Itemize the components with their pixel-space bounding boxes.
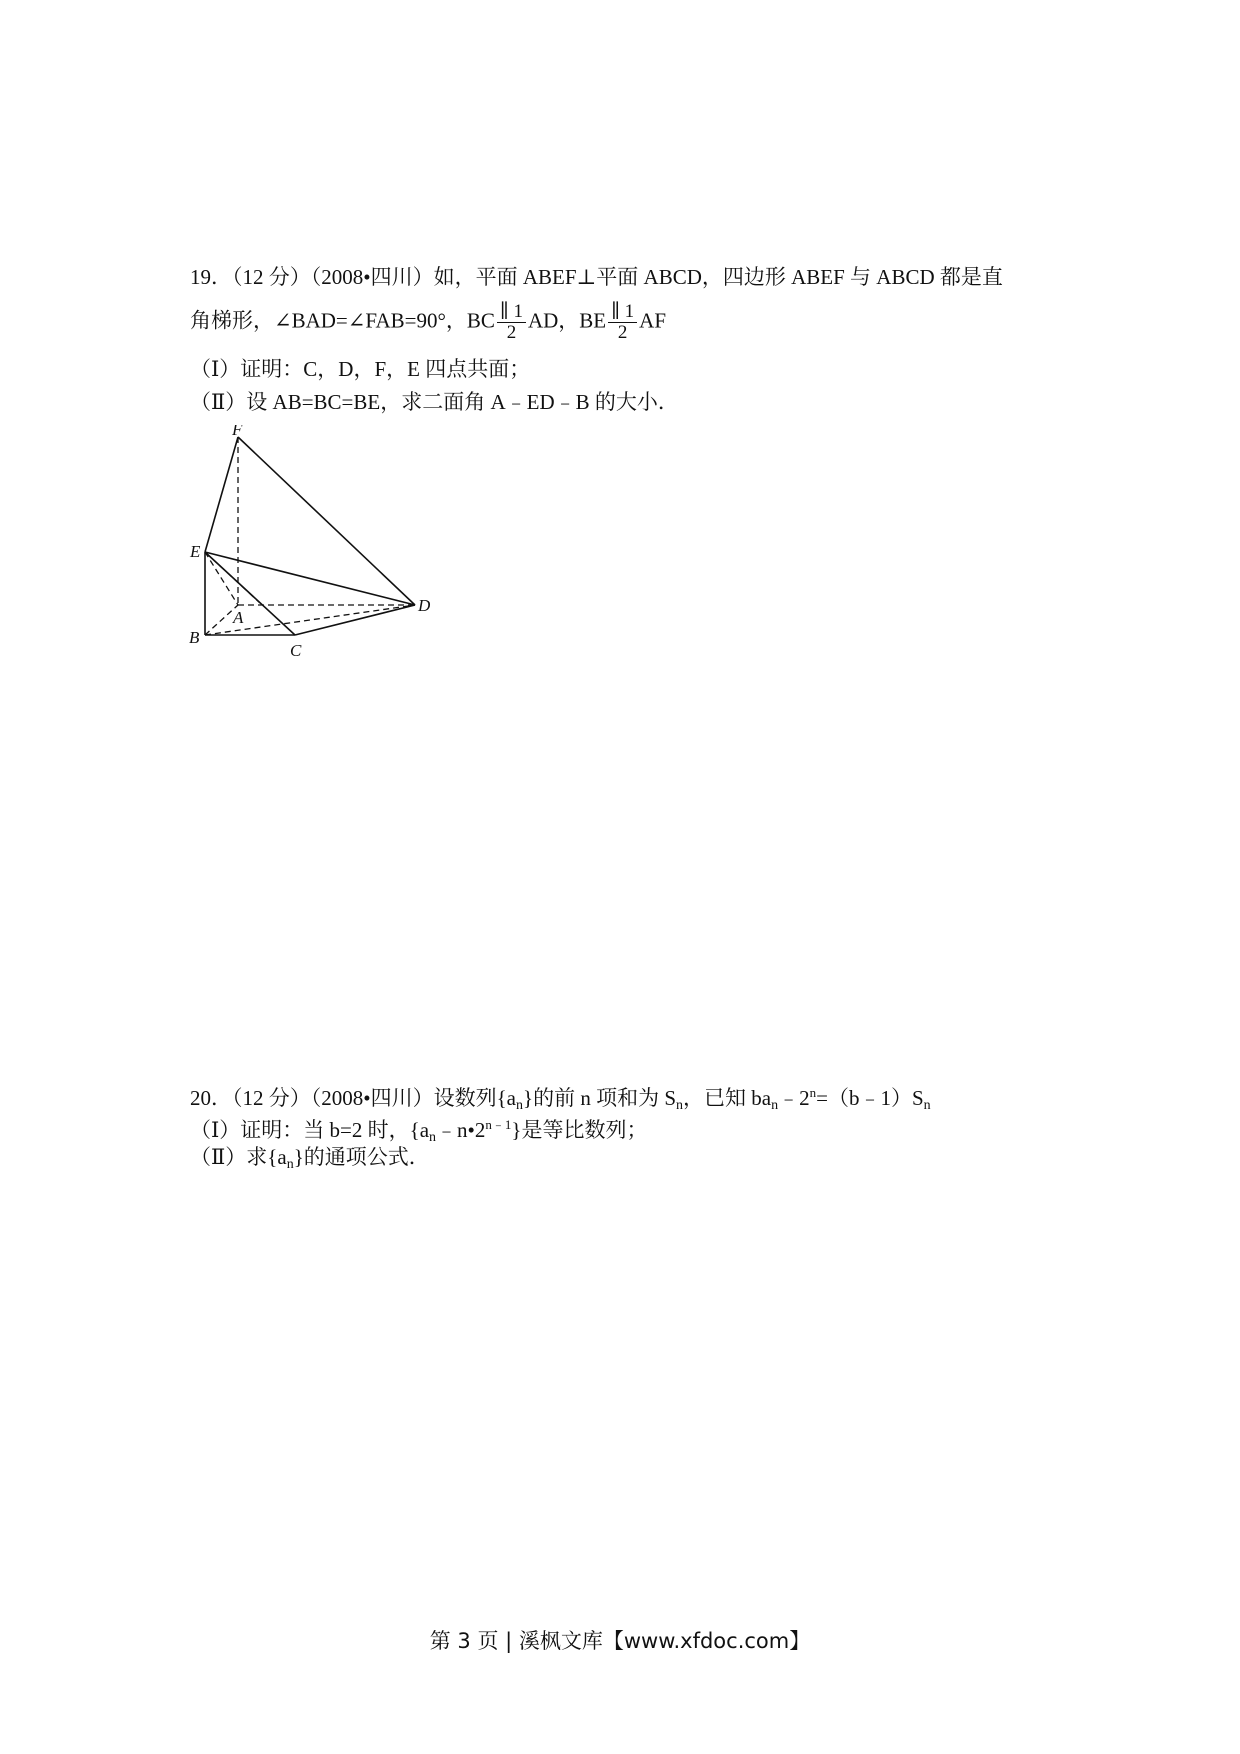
- geometry-figure: [185, 425, 445, 670]
- q20-l3-a: （Ⅱ）求{a: [190, 1145, 287, 1169]
- q19-line2-end: AF: [639, 308, 667, 333]
- q19-part1: （Ⅰ）证明：C，D，F，E 四点共面；: [190, 357, 531, 381]
- edge-ED: [205, 552, 415, 605]
- subscript: n: [676, 1098, 684, 1113]
- q19-line1: 19．（12 分）（2008•四川）如，平面 ABEF⊥平面 ABCD，四边形 ABEF 与 ABCD 都是直: [190, 265, 1003, 289]
- subscript: n: [516, 1098, 524, 1113]
- q20-l1-b: }的前 n 项和为 S: [523, 1086, 677, 1110]
- q19-part2: （Ⅱ）设 AB=BC=BE，求二面角 A﹣ED﹣B 的大小．: [190, 390, 679, 414]
- edge-FD: [238, 437, 415, 605]
- q20-l1-e: =（b﹣1）S: [816, 1086, 924, 1110]
- fraction-denominator: 2: [617, 322, 628, 343]
- q20-l2-c: }是等比数列；: [511, 1118, 648, 1142]
- fraction-half-1: [497, 302, 526, 343]
- label-F: F: [232, 425, 243, 439]
- label-E: E: [190, 542, 201, 561]
- edge-FE: [205, 437, 238, 552]
- label-D: D: [418, 596, 431, 615]
- subscript: n: [429, 1130, 437, 1145]
- q20-l1-d: ﹣2: [778, 1086, 810, 1110]
- edge-CD: [295, 605, 415, 635]
- q20-l1-c: ，已知 ba: [683, 1086, 772, 1110]
- subscript: n: [771, 1098, 779, 1113]
- q20-l3-b: }的通项公式．: [293, 1145, 430, 1169]
- q20-part2: [190, 1142, 430, 1180]
- fraction-numerator: ∥ 1: [497, 302, 526, 323]
- fraction-half-2: [608, 302, 637, 343]
- label-A: A: [233, 608, 244, 627]
- label-C: C: [290, 641, 302, 660]
- fraction-numerator: ∥ 1: [608, 302, 637, 323]
- superscript: n: [809, 1085, 817, 1100]
- q19-line2: [190, 302, 666, 343]
- superscript: n﹣1: [485, 1117, 512, 1132]
- subscript: n: [923, 1098, 931, 1113]
- fraction-denominator: 2: [506, 322, 517, 343]
- subscript: n: [286, 1157, 294, 1172]
- q20-l2-a: （Ⅰ）证明：当 b=2 时，{a: [190, 1118, 430, 1142]
- q19-line2-mid: AD，BE: [527, 308, 607, 333]
- q20-l1-a: 20．（12 分）（2008•四川）设数列{a: [190, 1086, 517, 1110]
- q20-l2-b: ﹣n•2: [436, 1118, 486, 1142]
- q19-line2-prefix: 角梯形，∠BAD=∠FAB=90°，BC: [190, 308, 495, 333]
- label-B: B: [189, 628, 200, 647]
- page-footer: 第 3 页 | 溪枫文库【www.xfdoc.com】: [429, 1629, 811, 1653]
